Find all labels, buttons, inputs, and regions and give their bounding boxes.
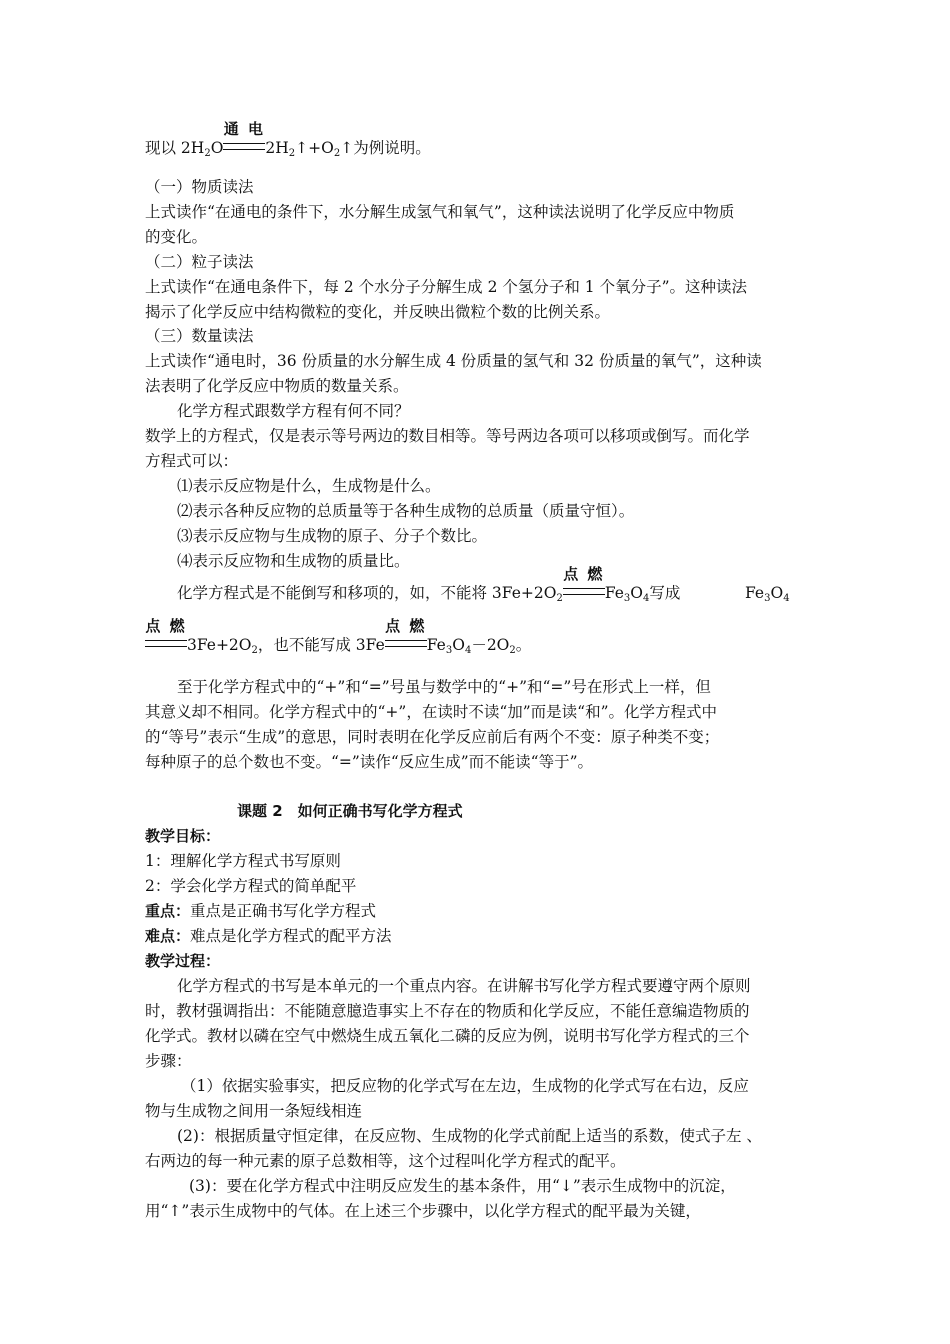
goal-item: 2：学会化学方程式的简单配平 bbox=[145, 877, 357, 895]
formula-part: O bbox=[770, 584, 784, 602]
condition-label: 点 燃 bbox=[145, 617, 187, 635]
formula-part: 3Fe+2O bbox=[187, 636, 252, 654]
subscript: 3 bbox=[623, 593, 631, 604]
step-3-line: (3)：要在化学方程式中注明反应发生的基本条件，用“↓”表示生成物中的沉淀， bbox=[189, 1177, 736, 1195]
double-equals-bar bbox=[385, 640, 427, 647]
step-1-line: （1）依据实验事实，把反应物的化学式写在左边，生成物的化学式写在右边，反应 bbox=[181, 1077, 749, 1095]
paragraph-line: 用“↑”表示生成物中的气体。在上述三个步骤中，以化学方程式的配平最为关键， bbox=[145, 1202, 701, 1220]
intro-suffix: ↑为例说明。 bbox=[340, 139, 431, 157]
condition-label: 通 电 bbox=[223, 120, 266, 138]
paragraph-line: 步骤： bbox=[145, 1052, 192, 1070]
heading-particle-reading: （二）粒子读法 bbox=[145, 253, 254, 271]
paragraph-line: 右两边的每一种元素的原子总数相等，这个过程叫化学方程式的配平。 bbox=[145, 1152, 626, 1170]
subscript: 2 bbox=[251, 645, 258, 656]
text-run: 写成 bbox=[649, 584, 681, 602]
formula-part: O bbox=[210, 139, 224, 157]
paragraph-line: 时，教材强调指出：不能随意臆造事实上不存在的物质和化学反应，不能任意编造物质的 bbox=[145, 1002, 750, 1020]
formula-part: Fe bbox=[426, 636, 446, 654]
intro-prefix: 现以 2H bbox=[145, 139, 205, 157]
paragraph-line: 上式读作“在通电条件下，每 2 个水分子分解生成 2 个氢分子和 1 个氧分子”。这种读法 bbox=[145, 278, 747, 296]
formula-part: 2H bbox=[265, 139, 289, 157]
subscript: 3 bbox=[445, 645, 453, 656]
formula-part: Fe bbox=[745, 584, 765, 602]
text-run: 化学方程式是不能倒写和移项的，如，不能将 3Fe+2O bbox=[177, 584, 557, 602]
paragraph-line: 揭示了化学反应中结构微粒的变化，并反映出微粒个数的比例关系。 bbox=[145, 303, 611, 321]
key-point-label: 重点： bbox=[145, 902, 191, 920]
condition-ignite bbox=[145, 617, 187, 657]
list-item: ⑶表示反应物与生成物的原子、分子个数比。 bbox=[177, 527, 488, 545]
paragraph-line: 法表明了化学反应中物质的数量关系。 bbox=[145, 377, 409, 395]
goal-item: 1：理解化学方程式书写原则 bbox=[145, 852, 341, 870]
subscript: 4 bbox=[643, 593, 650, 604]
subscript: 2 bbox=[333, 148, 341, 159]
paragraph-line: 化学式。教材以磷在空气中燃烧生成五氧化二磷的反应为例，说明书写化学方程式的三个 bbox=[145, 1027, 750, 1045]
list-item: ⑴表示反应物是什么，生成物是什么。 bbox=[177, 477, 441, 495]
lesson-title: 课题 2 如何正确书写化学方程式 bbox=[237, 802, 463, 820]
double-equals-bar bbox=[223, 143, 265, 150]
condition-electrolysis bbox=[223, 120, 266, 160]
paragraph-line: 的“等号”表示“生成”的意思，同时表明在化学反应前后有两个不变：原子种类不变； bbox=[145, 728, 720, 746]
difficulty-text: 难点是化学方程式的配平方法 bbox=[190, 927, 392, 945]
difficulty-label: 难点： bbox=[145, 927, 191, 945]
process-label: 教学过程： bbox=[145, 952, 221, 970]
heading-substance-reading: （一）物质读法 bbox=[145, 178, 254, 196]
fe-equation-line-1 bbox=[177, 565, 681, 605]
list-item: ⑵表示各种反应物的总质量等于各种生成物的总质量（质量守恒）。 bbox=[177, 502, 635, 520]
text-run: 。 bbox=[515, 636, 532, 654]
formula-part: ↑+O bbox=[295, 139, 334, 157]
formula-part: O bbox=[630, 584, 643, 602]
intro-equation-line bbox=[145, 120, 431, 160]
condition-ignite bbox=[385, 617, 427, 657]
condition-label: 点 燃 bbox=[385, 617, 427, 635]
key-point-line bbox=[145, 899, 376, 923]
paragraph-line: 物与生成物之间用一条短线相连 bbox=[145, 1102, 363, 1120]
fe-equation-line-2 bbox=[145, 617, 532, 657]
double-equals-bar bbox=[145, 640, 187, 647]
subscript: 2 bbox=[509, 645, 516, 656]
subscript: 4 bbox=[783, 593, 790, 604]
text-run: ，也不能写成 3Fe bbox=[257, 636, 385, 654]
subscript: 2 bbox=[556, 593, 563, 604]
subscript: 3 bbox=[764, 593, 771, 604]
heading-quantity-reading: （三）数量读法 bbox=[145, 327, 254, 345]
fe-wrapped-formula bbox=[745, 581, 790, 605]
list-item: ⑷表示反应物和生成物的质量比。 bbox=[177, 552, 410, 570]
subscript: 2 bbox=[288, 148, 296, 159]
condition-ignite bbox=[563, 565, 605, 605]
difficulty-line bbox=[145, 924, 392, 948]
condition-label: 点 燃 bbox=[563, 565, 605, 583]
subscript: 2 bbox=[204, 148, 211, 159]
paragraph-line: 每种原子的总个数也不变。“=”读作“反应生成”而不能读“等于”。 bbox=[145, 753, 594, 771]
paragraph-line: 至于化学方程式中的“+”和“=”号虽与数学中的“+”和“=”号在形式上一样，但 bbox=[177, 678, 711, 696]
formula-part: O bbox=[452, 636, 465, 654]
question-line: 化学方程式跟数学方程有何不同？ bbox=[177, 402, 410, 420]
step-2-line: (2)：根据质量守恒定律，在反应物、生成物的化学式前配上适当的系数，使式子左 、 bbox=[177, 1127, 762, 1145]
formula-part: －2O bbox=[471, 636, 510, 654]
key-point-text: 重点是正确书写化学方程式 bbox=[190, 902, 377, 920]
teaching-goals-label: 教学目标： bbox=[145, 827, 221, 845]
paragraph-line: 的变化。 bbox=[145, 228, 208, 246]
subscript: 4 bbox=[464, 645, 472, 656]
paragraph-line: 化学方程式的书写是本单元的一个重点内容。在讲解书写化学方程式要遵守两个原则 bbox=[177, 977, 751, 995]
paragraph-line: 数学上的方程式，仅是表示等号两边的数目相等。等号两边各项可以移项或倒写。而化学 bbox=[145, 427, 750, 445]
paragraph-line: 方程式可以： bbox=[145, 452, 239, 470]
paragraph-line: 上式读作“通电时，36 份质量的水分解生成 4 份质量的氢气和 32 份质量的氧气”，这种读 bbox=[145, 352, 762, 370]
paragraph-line: 上式读作“在通电的条件下，水分解生成氢气和氧气”，这种读法说明了化学反应中物质 bbox=[145, 203, 735, 221]
formula-part: Fe bbox=[604, 584, 624, 602]
paragraph-line: 其意义却不相同。化学方程式中的“+”，在读时不读“加”而是读“和”。化学方程式中 bbox=[145, 703, 718, 721]
double-equals-bar bbox=[563, 588, 605, 595]
